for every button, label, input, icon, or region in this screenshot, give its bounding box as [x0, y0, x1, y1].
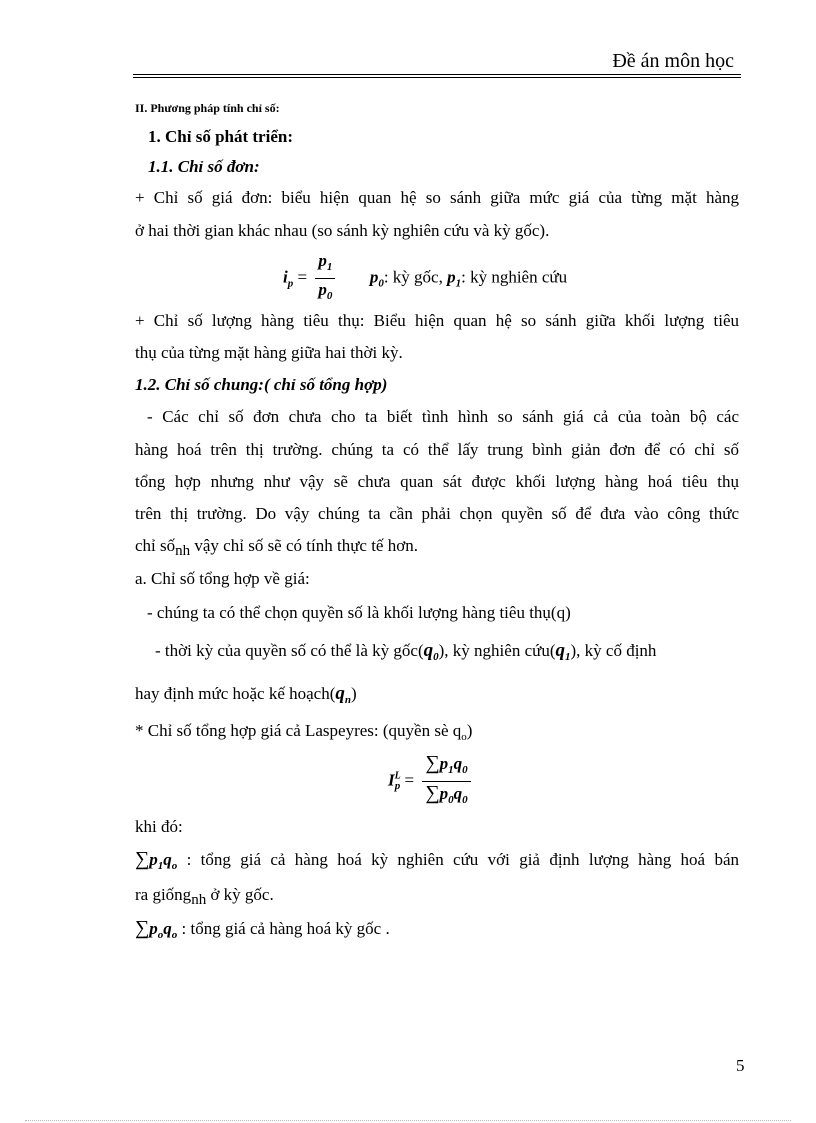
- paragraph-3-line-3: tổng hợp nhưng như vậy sẽ chưa quan sát được khối lượng hàng hoá tiêu thụ: [135, 472, 739, 491]
- num-p: p: [439, 754, 449, 773]
- den-p-sub: 0: [448, 794, 454, 806]
- p1-symbol: p: [447, 267, 456, 287]
- num-q-sub: 0: [462, 764, 468, 776]
- section-heading: II. Phương pháp tính chỉ số:: [135, 101, 280, 115]
- formula-I-sub: p: [394, 780, 401, 793]
- formula-laspeyres: [388, 752, 588, 811]
- p1-text: : kỳ nghiên cứu: [461, 267, 568, 287]
- q1-symbol: q: [555, 640, 565, 661]
- a2-text-3: ), kỳ cố định: [570, 641, 657, 660]
- num-p-sub: 1: [448, 764, 454, 776]
- formula-I: I: [388, 770, 395, 790]
- las-text-2: ): [466, 721, 473, 740]
- formula-fraction: [315, 250, 335, 307]
- d2-q-sub: o: [171, 929, 178, 941]
- fraction-num: p: [318, 251, 327, 270]
- item-a2: [155, 635, 739, 673]
- formula-eq-2: =: [400, 770, 419, 790]
- qn-sub: n: [344, 694, 352, 706]
- p0-symbol: p: [369, 267, 379, 287]
- a2-text-2: ), kỳ nghiên cứu(: [438, 641, 556, 660]
- d2-sum: ∑: [135, 917, 150, 939]
- formula-i-sub: p: [287, 277, 294, 290]
- num-q: q: [453, 754, 463, 773]
- heading-1-1: 1.1. Chỉ số đơn:: [148, 157, 260, 176]
- paragraph-1-line-2: ở hai thời gian khác nhau (so sánh kỳ nghiên cứu và kỳ gốc).: [135, 221, 550, 240]
- definition-2: [135, 912, 739, 951]
- a3-text-2: ): [351, 684, 357, 703]
- p3-l5-a: chỉ số: [135, 536, 176, 555]
- paragraph-1-line-1: + Chỉ số giá đơn: biểu hiện quan hệ so sánh giữa mức giá của từng mặt hàng: [135, 188, 739, 207]
- page-number: 5: [736, 1056, 745, 1075]
- formula-I-sup: L: [394, 770, 401, 782]
- paragraph-2-line-2: thụ của từng mặt hàng giữa hai thời kỳ.: [135, 343, 403, 362]
- d1-l2-b: nh: [191, 892, 207, 908]
- a3-text-1: hay định mức hoặc kế hoạch(: [135, 684, 336, 703]
- las-sub: o: [461, 731, 467, 743]
- d1-text: : tổng giá cả hàng hoá kỳ nghiên cứu với giả định lượng hàng hoá bán: [177, 850, 739, 869]
- laspeyres-heading: [135, 715, 739, 753]
- heading-1: 1. Chỉ số phát triển:: [148, 127, 293, 146]
- d2-p: p: [149, 919, 158, 938]
- heading-1-2: 1.2. Chỉ số chung:( chỉ số tổng hợp): [135, 375, 388, 394]
- q0-symbol: q: [423, 640, 434, 661]
- p0-text: : kỳ gốc,: [383, 267, 448, 287]
- q0-sub: 0: [433, 651, 439, 663]
- qn-symbol: q: [335, 683, 345, 704]
- header-rule-top: [133, 74, 741, 75]
- header-title: Đề án môn học: [612, 50, 734, 72]
- laspeyres-fraction: [422, 752, 470, 811]
- paragraph-3-line-4: trên thị trường. Do vậy chúng ta cần phải chọn quyền số để đưa vào công thức: [135, 504, 739, 523]
- page-bottom-dotted-line: [25, 1120, 791, 1121]
- d1-q: q: [163, 850, 172, 869]
- p1-sub: 1: [455, 277, 462, 290]
- p3-l5-c: vậy chỉ số sẽ có tính thực tế hơn.: [190, 536, 418, 555]
- fraction-num-sub: 1: [326, 261, 333, 273]
- d1-p: p: [149, 850, 158, 869]
- d2-p-sub: o: [157, 929, 164, 941]
- d1-sum: ∑: [135, 848, 150, 870]
- khi-do: khi đó:: [135, 817, 183, 836]
- formula-simple-index: [283, 250, 703, 307]
- subheading-a: a. Chỉ số tổng hợp về giá:: [135, 569, 310, 588]
- den-q: q: [453, 784, 463, 803]
- paragraph-2-line-1: + Chỉ số lượng hàng tiêu thụ: Biểu hiện quan hệ so sánh giữa khối lượng tiêu: [135, 311, 739, 330]
- d2-text: : tổng giá cả hàng hoá kỳ gốc .: [177, 919, 390, 938]
- definition-1-line-1: [135, 843, 739, 882]
- den-p: p: [439, 784, 449, 803]
- formula-eq: =: [293, 267, 312, 287]
- den-sum: ∑: [425, 782, 440, 804]
- paragraph-3-line-1: - Các chỉ số đơn chưa cho ta biết tình hình so sánh giá cả của toàn bộ các: [147, 407, 739, 426]
- fraction-den-sub: 0: [326, 290, 333, 302]
- p3-l5-b: nh: [175, 543, 191, 559]
- paragraph-3-line-2: hàng hoá trên thị trường. chúng ta có thể lấy trung bình giản đơn để có chỉ số: [135, 440, 739, 459]
- d2-q: q: [163, 919, 172, 938]
- definition-1-line-2: [135, 879, 739, 916]
- las-text-1: * Chỉ số tổng hợp giá cả Laspeyres: (quyền sè q: [135, 721, 462, 740]
- fraction-den: p: [318, 280, 327, 299]
- num-sum: ∑: [425, 752, 440, 774]
- d1-l2-a: ra giống: [135, 885, 192, 904]
- den-q-sub: 0: [462, 794, 468, 806]
- formula-i: i: [283, 267, 288, 287]
- item-a1: - chúng ta có thể chọn quyền số là khối lượng hàng tiêu thụ(q): [147, 603, 571, 622]
- d1-p-sub: 1: [157, 860, 164, 872]
- paragraph-3-line-5: [135, 530, 739, 567]
- q1-sub: 1: [565, 651, 571, 663]
- a2-text-1: - thời kỳ của quyền số có thể là kỳ gốc(: [155, 641, 424, 660]
- item-a3: [135, 678, 739, 716]
- d1-l2-c: ở kỳ gốc.: [206, 885, 274, 904]
- p0-sub: 0: [378, 277, 384, 290]
- header-rule-bottom: [133, 77, 741, 78]
- d1-q-sub: o: [171, 860, 178, 872]
